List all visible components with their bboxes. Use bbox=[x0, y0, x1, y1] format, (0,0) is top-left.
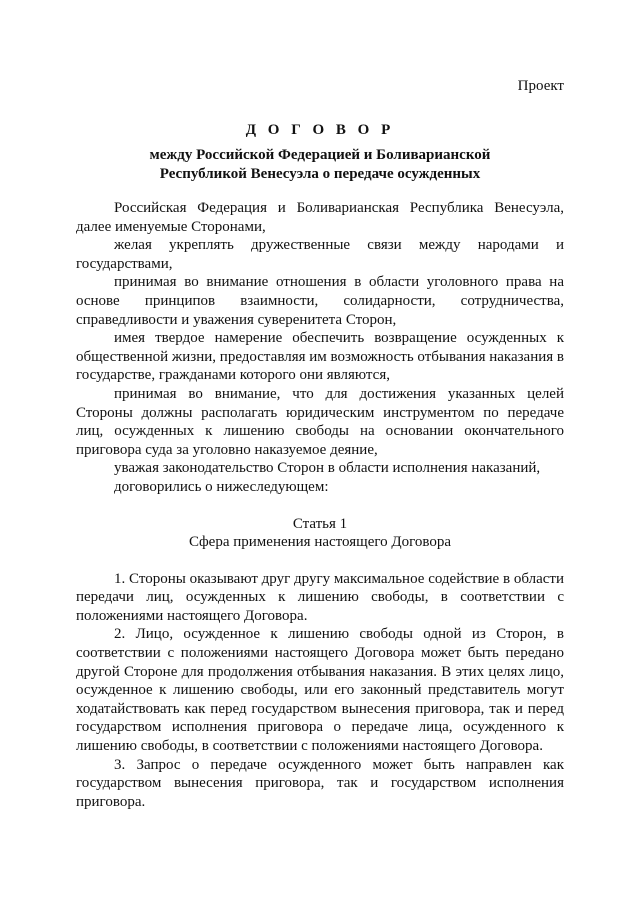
article-heading: Сфера применения настоящего Договора bbox=[188, 534, 452, 551]
project-label: Проект bbox=[517, 78, 564, 94]
preamble-paragraph: принимая во внимание отношения в области уголовного права на основе принципов взаимности, солидарности, сотрудничества, справедливости и уважения суверенитета Сторон, bbox=[76, 274, 564, 328]
preamble-paragraph: имея твердое намерение обеспечить возвращение осужденных к общественной жизни, предоставляя им возможность отбывания наказания в государстве, гражданами которого они являются, bbox=[76, 330, 564, 384]
article-number: Статья 1 bbox=[292, 515, 348, 532]
document-title: Д О Г О В О Р bbox=[245, 122, 395, 138]
article-paragraph: 2. Лицо, осужденное к лишению свободы одной из Сторон, в соответствии с положениями настоящего Договора может быть передано другой Стороне для продолжения отбывания наказания. В этих целях лицо, осужденное к лишению свободы, или его законный представитель могут ходатайствовать как перед государством вынесения приговора, так и перед государством исполнения приговора о передаче лица, осужденного к лишению свободы, в соответствии с положениями настоящего Договора. bbox=[76, 626, 564, 755]
preamble-paragraph: принимая во внимание, что для достижения указанных целей Стороны должны располагать юридическим инструментом по передаче лиц, осужденных к лишению свободы на основании окончательного приговора суда за уголовно наказуемое деяние, bbox=[76, 385, 564, 458]
preamble-paragraph: Российская Федерация и Боливарианская Республика Венесуэла, далее именуемые Сторонами, bbox=[76, 200, 564, 235]
subtitle-line: между Российской Федерацией и Боливарианской bbox=[149, 147, 491, 163]
article-header bbox=[76, 515, 564, 552]
subtitle-line: Республикой Венесуэла о передаче осужденных bbox=[159, 166, 481, 182]
document-body bbox=[76, 199, 564, 811]
article-paragraph: 1. Стороны оказывают друг другу максимальное содействие в области передачи лиц, осужденных к лишению свободы, в соответствии с положениями настоящего Договора. bbox=[76, 570, 564, 624]
article-paragraph: 3. Запрос о передаче осужденного может быть направлен как государством вынесения приговора, так и государством исполнения приговора. bbox=[76, 756, 564, 810]
preamble-paragraph: договорились о нижеследующем: bbox=[114, 478, 329, 495]
preamble-paragraph: желая укреплять дружественные связи между народами и государствами, bbox=[76, 237, 564, 272]
preamble-paragraph: уважая законодательство Сторон в области исполнения наказаний, bbox=[114, 460, 541, 477]
document-subtitle bbox=[0, 146, 640, 184]
